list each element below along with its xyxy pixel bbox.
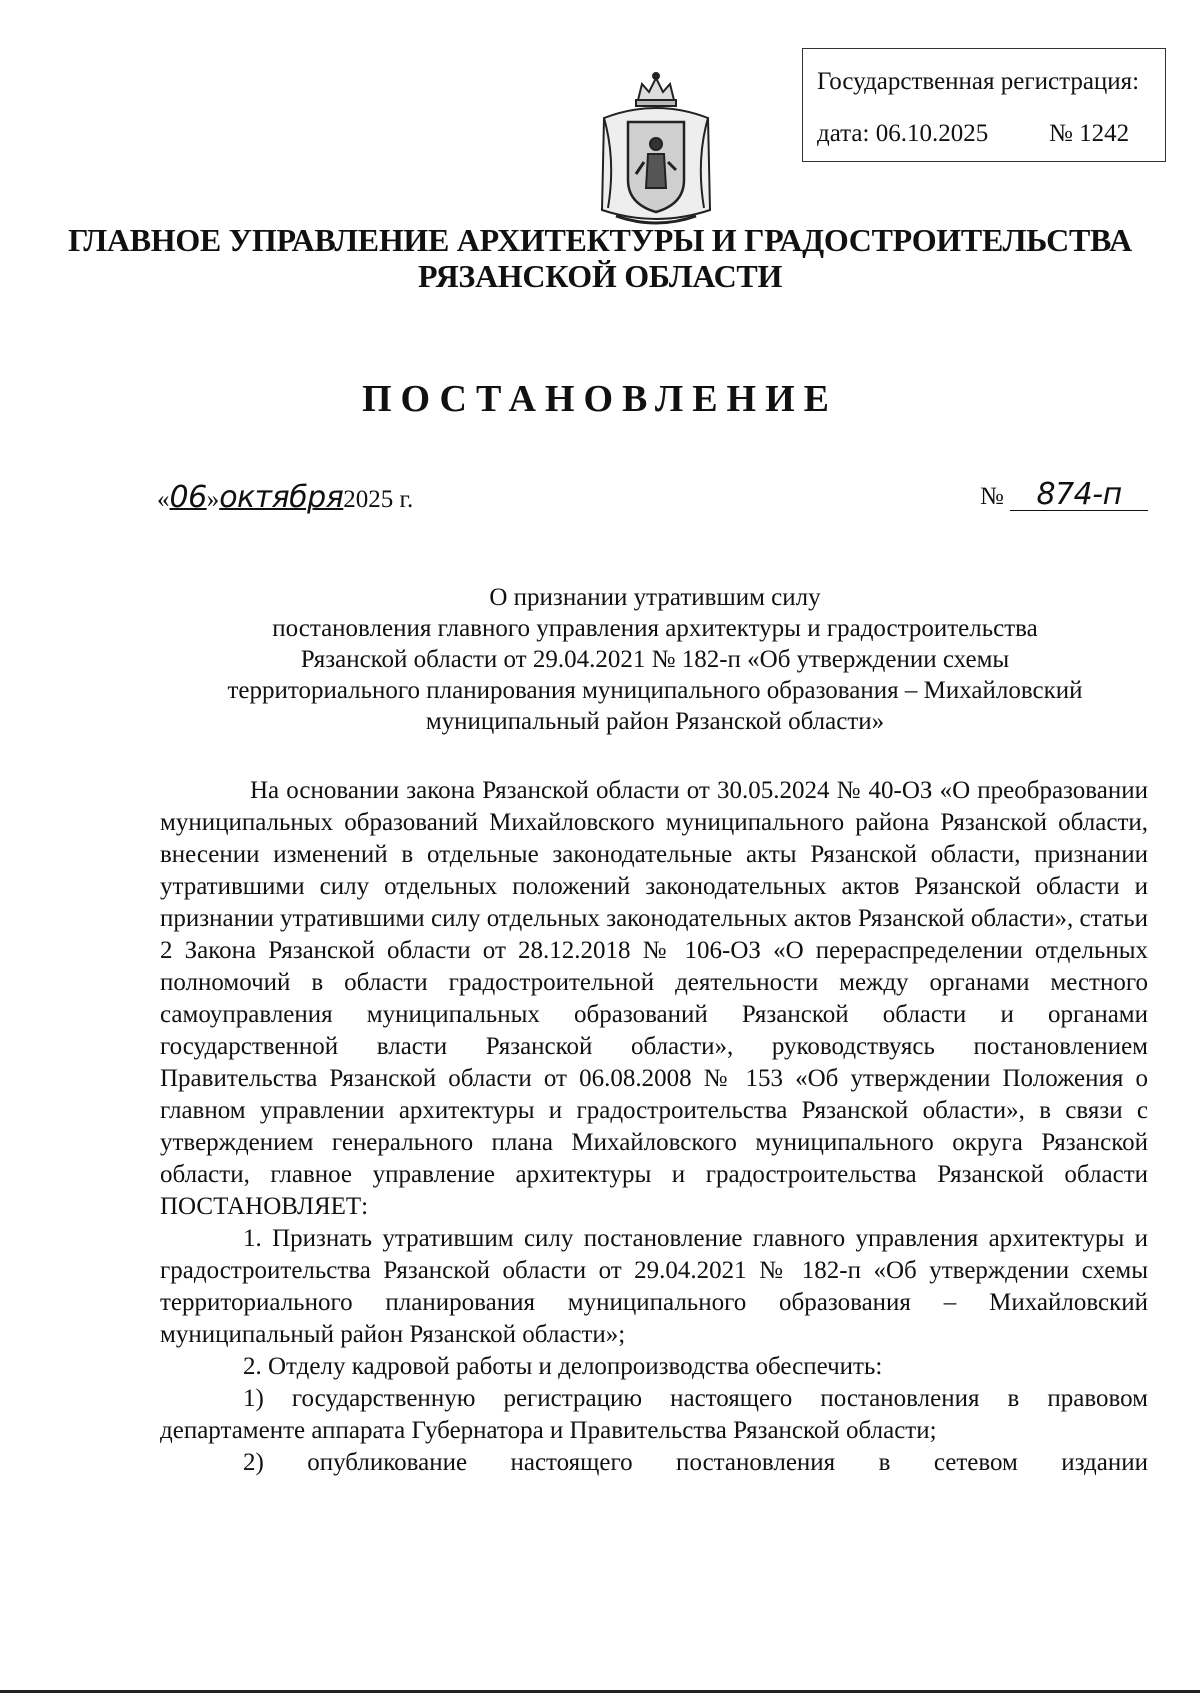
document-type-heading: ПОСТАНОВЛЕНИЕ [361, 378, 839, 420]
subject-line: Рязанской области от 29.04.2021 № 182-п «Об утверждении схемы [300, 646, 1010, 673]
registration-stamp [802, 48, 1166, 162]
document-number [980, 477, 1148, 512]
date-month-handwritten: октября [219, 480, 344, 515]
page-bottom-edge [0, 1690, 1200, 1693]
coat-of-arms-emblem [586, 70, 726, 230]
subject-line: О признании утратившим силу [489, 584, 821, 611]
resolution-subitem-2-1: 1) государственную регистрацию настоящего постановления в правовом департаменте аппарата Губернатора и Правительства Рязанской области; [160, 1385, 1148, 1444]
date-close-quote: » [206, 486, 220, 513]
organization-name-line-2: РЯЗАНСКОЙ ОБЛАСТИ [417, 258, 783, 294]
document-subject [160, 582, 1150, 737]
date-year: 2025 г. [343, 486, 414, 513]
subject-line: постановления главного управления архитектуры и градостроительства [272, 615, 1038, 642]
number-label: № [980, 483, 1004, 510]
registration-number: № 1242 [1049, 120, 1130, 147]
number-value-handwritten: 874-п [1036, 477, 1122, 512]
registration-title: Государственная регистрация: [817, 68, 1140, 95]
preamble-paragraph: На основании закона Рязанской области от 30.05.2024 № 40-ОЗ «О преобразовании муниципальных образований Михайловского муниципального района Рязанской области, внесении изменений в отдельные законодательные акты Рязанской области, признании утратившими силу отдельных положений законодательных актов Рязанской области и признании утратившими силу отдельных законодательных актов Рязанской области», статьи 2 Закона Рязанской области от 28.12.2018 № 106-ОЗ «О перераспределении отдельных полномочий в области градостроительной деятельности между органами местного самоуправления муниципальных образований Рязанской области и органами государственной власти Рязанской области», руководствуясь постановлением Правительства Рязанской области от 06.08.2008 № 153 «Об утверждении Положения о главном управлении архитектуры и градостроительства Рязанской области», в связи с утверждением генерального плана Михайловского муниципального округа Рязанской области, главное управление архитектуры и градостроительства Рязанской области ПОСТАНОВЛЯЕТ: [160, 777, 1148, 1220]
organization-name-line-1: ГЛАВНОЕ УПРАВЛЕНИЕ АРХИТЕКТУРЫ И ГРАДОСТРОИТЕЛЬСТВА [68, 222, 1132, 258]
document-date [157, 480, 413, 515]
resolution-item-2: 2. Отделу кадровой работы и делопроизводства обеспечить: [243, 1353, 883, 1380]
date-open-quote: « [157, 486, 170, 513]
document-body [160, 775, 1148, 1479]
registration-date: дата: 06.10.2025 [817, 120, 989, 147]
resolution-item-1: 1. Признать утратившим силу постановление главного управления архитектуры и градостроительства Рязанской области от 29.04.2021 № 182-п «Об утверждении схемы территориального планирования муниципального образования – Михайловский муниципальный район Рязанской области»; [160, 1225, 1148, 1348]
resolution-subitem-2-2: 2) опубликование настоящего постановления в сетевом издании [243, 1449, 1148, 1476]
subject-line: территориального планирования муниципального образования – Михайловский [227, 677, 1083, 704]
date-day-handwritten: 06 [169, 480, 207, 515]
subject-line: муниципальный район Рязанской области» [425, 708, 885, 735]
